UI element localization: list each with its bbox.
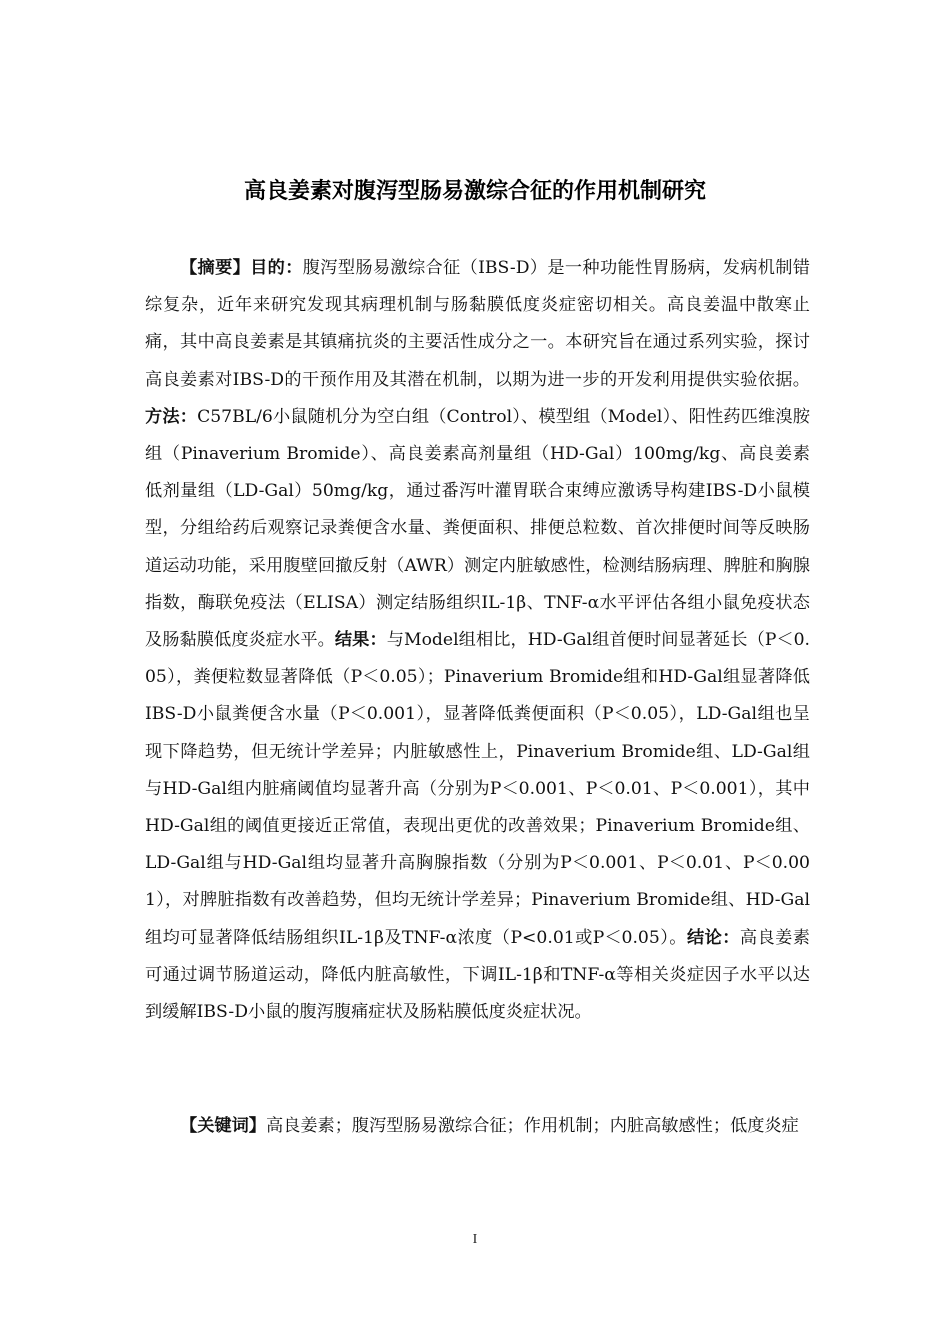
methods-text: C57BL/6小鼠随机分为空白组（Control）、模型组（Model）、阳性药匹维溴胺组（Pinaverium Bromide）、高良姜素高剂量组（HD-Gal）100mg/kg、高良姜素低剂量组（LD-Gal）50mg/kg，通过番泻叶灌胃联合束缚应激诱导构建IBS-D小鼠模型，分组给药后观察记录粪便含水量、粪便面积、排便总粒数、首次排便时间等反映肠道运动功能，采用腹壁回撤反射（AWR）测定内脏敏感性，检测结肠病理、脾脏和胸腺指数，酶联免疫法（ELISA）测定结肠组织IL-1β、TNF-α水平评估各组小鼠免疫状态及肠黏膜低度炎症水平。 [145,406,810,651]
abstract-label: 【摘要】 [180,258,251,278]
conclusion-label: 结论： [686,927,740,948]
page-number: I [472,1232,478,1247]
keywords-label: 【关键词】 [180,1116,266,1136]
objective-text: 腹泻型肠易激综合征（IBS-D）是一种功能性胃肠病，发病机制错综复杂，近年来研究发现其病理机制与肠黏膜低度炎症密切相关。高良姜温中散寒止痛，其中高良姜素是其镇痛抗炎的主要活性成分之一。本研究旨在通过系列实验，探讨高良姜素对IBS-D的干预作用及其潜在机制，以期为进一步的开发利用提供实验依据。 [145,258,810,390]
results-label: 结果： [334,630,387,651]
conclusion-text: 高良姜素可通过调节肠道运动，降低内脏高敏性，下调IL-1β和TNF-α等相关炎症因子水平以达到缓解IBS-D小鼠的腹泻腹痛症状及肠粘膜低度炎症状况。 [145,927,810,1023]
results-text: 与Model组相比，HD-Gal组首便时间显著延长（P＜0.05），粪便粒数显著降低（P＜0.05）；Pinaverium Bromide组和HD-Gal组显著降低IBS-D小鼠粪便含水量（P＜0.001），显著降低粪便面积（P＜0.05），LD-Gal组也呈现下降趋势，但无统计学差异；内脏敏感性上，Pinaverium Bromide组、LD-Gal组与HD-Gal组内脏痛阈值均显著升高（分别为P＜0.001、P＜0.01、P＜0.001），其中HD-Gal组的阈值更接近正常值，表现出更优的改善效果；Pinaverium Bromide组、LD-Gal组与HD-Gal组均显著升高胸腺指数（分别为P＜0.001、P＜0.01、P＜0.001），对脾脏指数有改善趋势，但均无统计学差异；Pinaverium Bromide组、HD-Gal组均可显著降低结肠组织IL-1β及TNF-α浓度（P<0.01或P＜0.05）。 [145,630,810,948]
abstract-paragraph [145,250,810,1031]
methods-label: 方法： [145,406,198,427]
page-title: 高良姜素对腹泻型肠易激综合征的作用机制研究 [243,179,706,204]
keywords-text: 高良姜素；腹泻型肠易激综合征；作用机制；内脏高敏感性；低度炎症 [265,1116,799,1136]
keywords-paragraph [145,1108,810,1145]
objective-label: 目的： [250,258,303,278]
